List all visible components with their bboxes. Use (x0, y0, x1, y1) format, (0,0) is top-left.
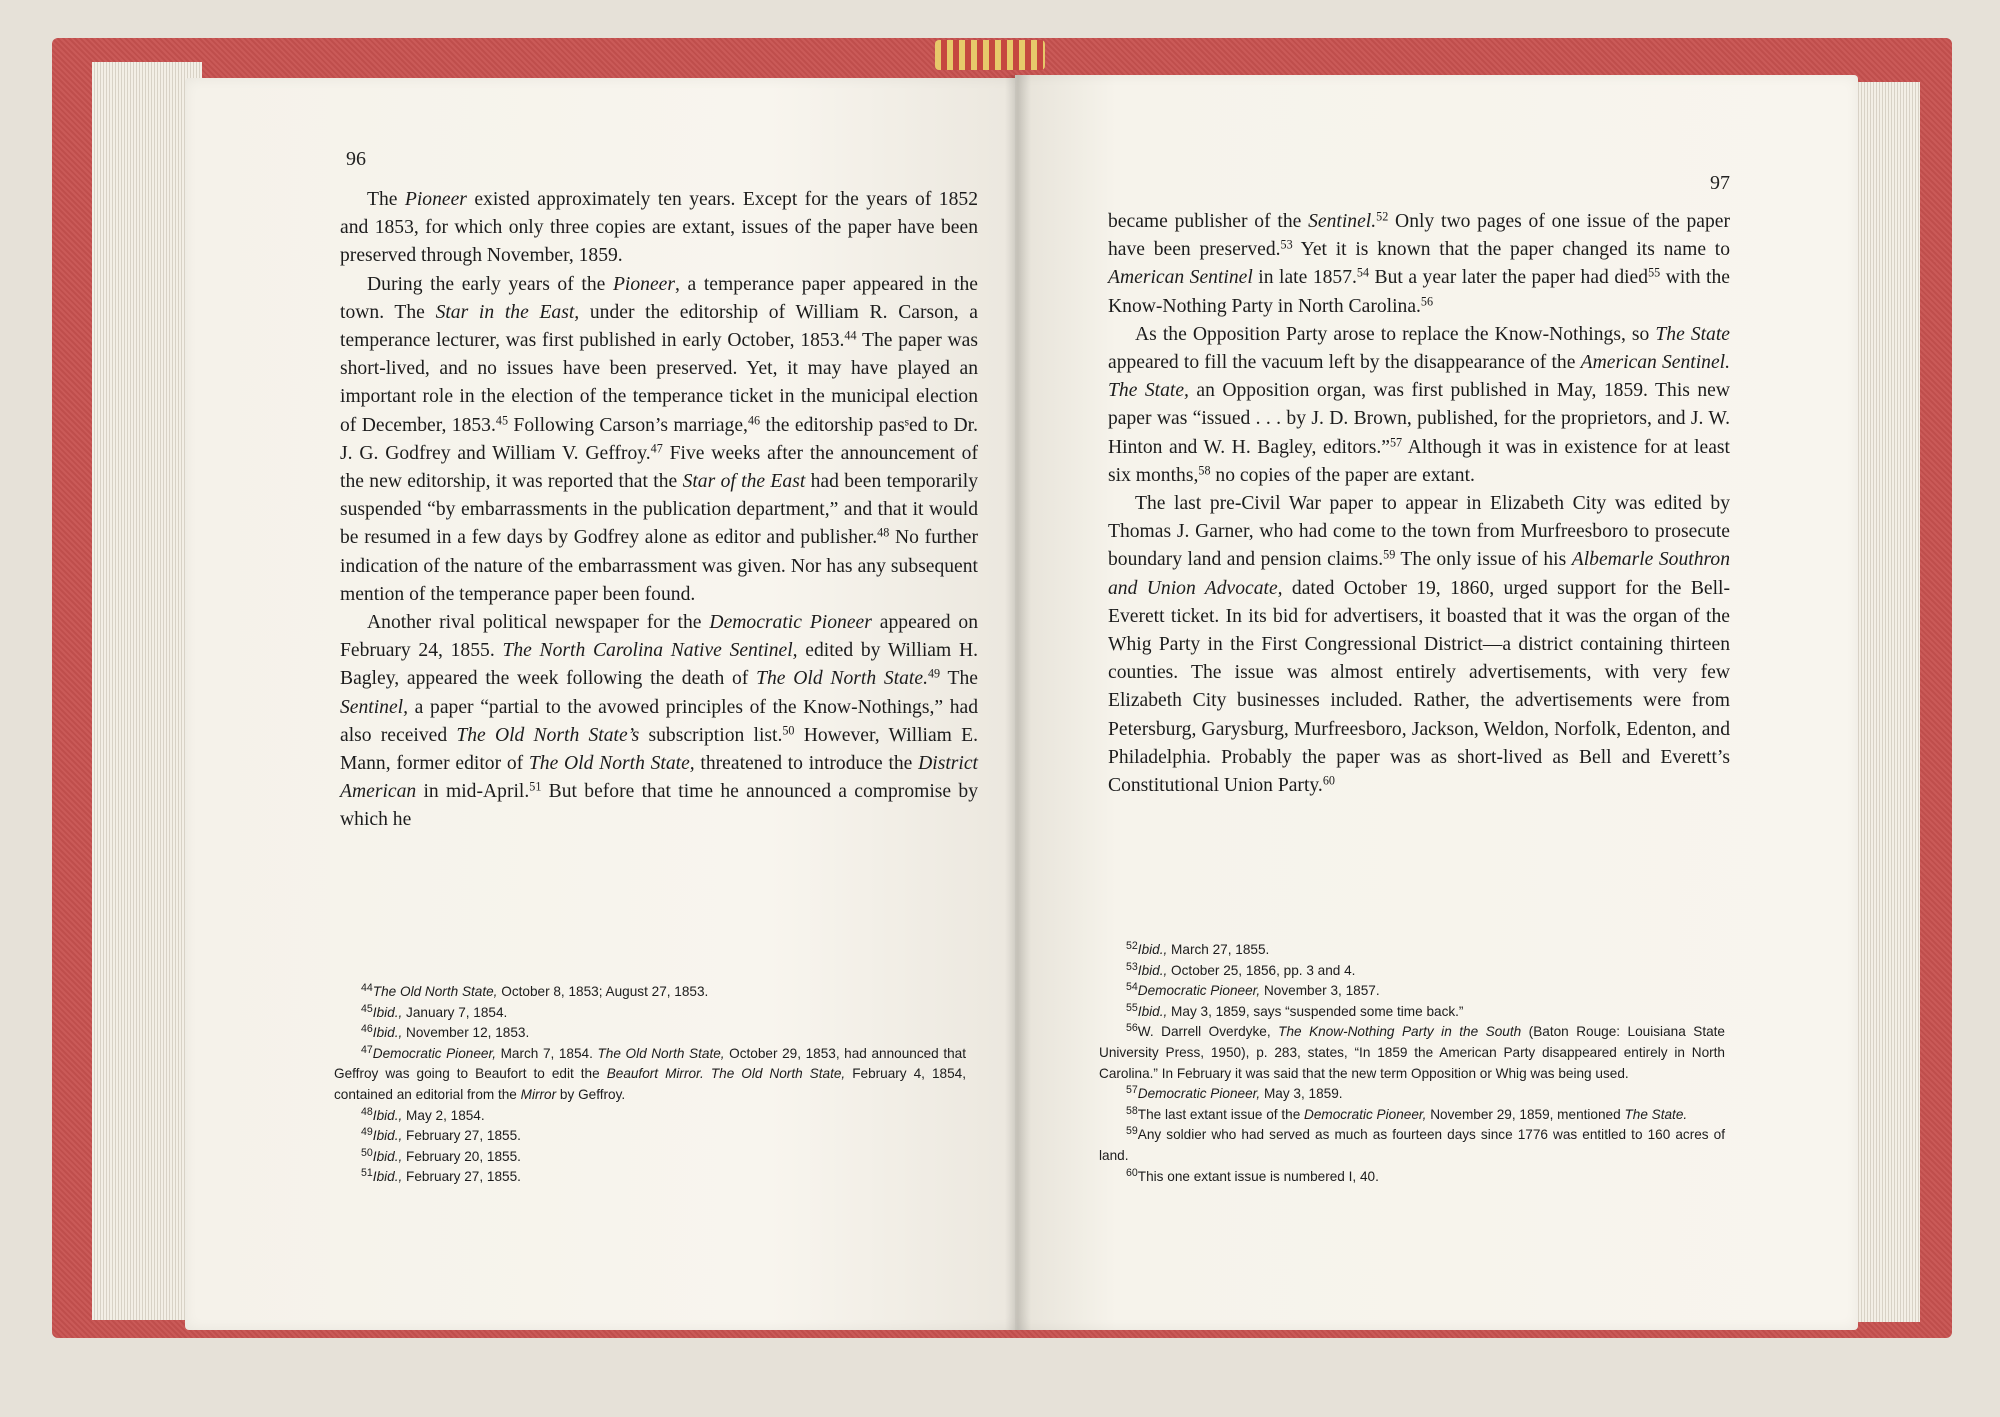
italic-title: Ibid., (372, 1025, 403, 1041)
text-run: an Opposition organ, was first published in May, 1859. This new paper was “issued . . . by J. D. Brown, published, for the proprietors, and J. W. Hinton and W. H. Bagley, editors.” (1108, 380, 1730, 458)
italic-title: Pioneer (404, 189, 467, 210)
text-run: had been temporarily suspended “by embarrassments in the publication department,” and that it would be resumed in a few days by Godfrey alone as editor and publisher. (340, 471, 978, 549)
text-run: October 25, 1856, pp. 3 and 4. (1167, 962, 1356, 978)
text-run: February 27, 1855. (402, 1128, 521, 1144)
note-reference: 44 (844, 328, 857, 343)
note-reference: 46 (361, 1023, 373, 1036)
text-run: But a year later the paper had died (1369, 267, 1649, 289)
text-run: the editorship pasˢed to Dr. J. G. Godfrey and William V. Geffroy. (340, 414, 979, 464)
footnote (334, 1044, 966, 1106)
italic-title: The Old North State, (528, 753, 695, 775)
paragraph (1108, 208, 1730, 321)
note-reference: 57 (1389, 434, 1403, 449)
text-run: However, William E. Mann, former editor of (340, 724, 978, 775)
text-run: February 20, 1855. (402, 1148, 521, 1164)
text-run: Any soldier who had served as much as fourteen days since 1776 was entitled to 160 acres of land. (1099, 1127, 1725, 1163)
left-body-text (340, 186, 978, 835)
text-run: The last extant issue of the (1137, 1106, 1305, 1122)
italic-title: Beaufort Mirror. The Old North State, (606, 1066, 846, 1082)
text-run: in late 1857. (1252, 267, 1357, 289)
italic-title: The State (1655, 323, 1730, 345)
italic-title: Albemarle Southron and Union Advocate, (1108, 549, 1730, 599)
note-reference: 60 (1126, 1166, 1138, 1179)
footnote (334, 1023, 966, 1044)
italic-title: Ibid., (372, 1169, 403, 1185)
note-reference: 45 (495, 412, 509, 427)
italic-title: Democratic Pioneer, (372, 1045, 497, 1061)
italic-title: Star of the East (682, 471, 806, 493)
note-reference: 46 (747, 412, 761, 427)
italic-title: Ibid., (372, 1128, 403, 1144)
text-run: The (367, 189, 405, 210)
italic-title: Ibid., (1137, 962, 1168, 978)
note-reference: 56 (1420, 293, 1434, 308)
note-reference: 47 (650, 441, 663, 456)
note-reference: 53 (1280, 237, 1293, 252)
italic-title: The North Carolina Native Sentinel, (502, 640, 798, 662)
italic-title: Sentinel, (340, 696, 409, 718)
footnote (1099, 940, 1725, 961)
note-reference: 55 (1648, 265, 1661, 280)
text-run: January 7, 1854. (402, 1004, 508, 1020)
note-reference: 60 (1322, 773, 1335, 788)
italic-title: District American (340, 753, 978, 803)
text-run: no copies of the paper are extant. (1210, 464, 1475, 486)
text-run: appeared to fill the vacuum left by the disappearance of the (1108, 352, 1581, 374)
footnote (334, 1126, 966, 1147)
note-reference: 53 (1126, 960, 1138, 973)
page-number-right: 97 (1710, 172, 1730, 194)
text-run: March 7, 1854. (496, 1045, 598, 1061)
text-run: threatened to introduce the (694, 753, 919, 775)
text-run: existed approximately ten years. Except for the years of 1852 and 1853, for which only three copies are extant, issues of the paper have been preserved through November, 1859. (340, 189, 978, 267)
text-run: The paper was short-lived, and no issues have been preserved. Yet, it may have played an important role in the election of the temperance ticket in the municipal election of December, 1853. (340, 330, 978, 436)
italic-title: The Old North State. (756, 668, 928, 690)
footnote (1099, 1167, 1725, 1188)
paragraph (340, 186, 978, 271)
paragraph (340, 271, 978, 609)
text-run: As the Opposition Party arose to replace the Know-Nothings, so (1135, 323, 1656, 345)
footnote (1099, 1125, 1725, 1166)
text-run: The (940, 668, 978, 690)
text-run: in mid-April. (416, 781, 530, 803)
footnote (1099, 1022, 1725, 1084)
text-run: May 3, 1859, says “suspended some time back.” (1167, 1003, 1464, 1019)
footnote (1099, 1002, 1725, 1023)
text-run: The last pre-Civil War paper to appear in Elizabeth City was edited by Thomas J. Garner, who had come to the town from Murfreesboro to prosecute boundary land and pension claims. (1108, 493, 1730, 571)
note-reference: 54 (1356, 265, 1370, 280)
footnote (1099, 1084, 1725, 1105)
italic-title: Democratic Pioneer, (1137, 983, 1261, 999)
text-run: October 8, 1853; August 27, 1853. (497, 984, 709, 999)
footnote (334, 982, 966, 1003)
note-reference: 58 (1198, 463, 1211, 478)
italic-title: American Sentinel. The State, (1108, 352, 1730, 402)
headband (935, 40, 1045, 70)
paragraph (1108, 321, 1730, 490)
text-run: a paper “partial to the avowed principles of the Know-Nothings,” had also received (340, 696, 978, 746)
note-reference: 54 (1126, 981, 1138, 994)
text-run: May 3, 1859. (1260, 1086, 1343, 1102)
note-reference: 52 (1376, 209, 1389, 224)
text-run: , a temperance paper appeared in the town. The (340, 273, 978, 323)
note-reference: 50 (782, 723, 795, 738)
italic-title: Ibid., (1137, 942, 1168, 957)
note-reference: 49 (927, 666, 941, 681)
text-run: by Geffroy. (556, 1086, 626, 1102)
note-reference: 48 (877, 525, 890, 540)
note-reference: 51 (529, 779, 542, 794)
italic-title: Democratic Pioneer (709, 612, 872, 634)
text-run: October 29, 1853, had announced that Geffroy was going to Beaufort to edit the (334, 1045, 966, 1082)
page-number-left: 96 (346, 148, 366, 170)
text-run: The only issue of his (1395, 549, 1572, 571)
note-reference: 49 (361, 1126, 373, 1139)
note-reference: 59 (1383, 547, 1396, 562)
note-reference: 48 (361, 1105, 373, 1118)
text-run: Although it was in existence for at least six months, (1108, 436, 1731, 486)
text-run: This one extant issue is numbered I, 40. (1137, 1168, 1379, 1184)
note-reference: 52 (1126, 940, 1138, 953)
italic-title: Ibid., (1137, 1003, 1168, 1019)
note-reference: 50 (361, 1146, 373, 1159)
italic-title: Ibid., (372, 1107, 403, 1123)
italic-title: American Sentinel (1108, 267, 1253, 289)
italic-title: Mirror (520, 1086, 557, 1102)
right-body-text (1108, 208, 1730, 800)
italic-title: Ibid., (372, 1148, 403, 1164)
text-run: February 4, 1854, contained an editorial from the (334, 1066, 966, 1102)
text-run: appeared on February 24, 1855. (340, 612, 979, 662)
text-run: March 27, 1855. (1167, 942, 1270, 957)
italic-title: The State. (1624, 1106, 1688, 1122)
italic-title: Pioneer (612, 273, 675, 295)
text-run: But before that time he announced a compromise by which he (340, 781, 978, 831)
text-run: Only two pages of one issue of the paper have been preserved. (1108, 211, 1730, 261)
italic-title: The Old North State, (597, 1045, 725, 1061)
text-run: dated October 19, 1860, urged support for the Bell-Everett ticket. In its bid for advertisers, it boasted that it was the organ of the Whig Party in the First Congressional District—a district containing thirteen counties. The issue was almost entirely advertisements, with very few Elizabeth City businesses included. Rather, the advertisements were from Petersburg, Garysburg, Murfreesboro, Jackson, Weldon, Norfolk, Edenton, and Philadelphia. Probably the paper was as short-lived as Bell and Everett’s Constitutional Union Party. (1108, 577, 1731, 797)
gutter-shadow (1005, 75, 1031, 1330)
text-run: February 27, 1855. (402, 1169, 521, 1185)
text-run: (Baton Rouge: Louisiana State University Press, 1950), p. 283, states, “In 1859 the American Party disappeared entirely in North Carolina.” In February it was said that the new term Opposition or Whig was being used. (1099, 1024, 1725, 1081)
right-footnotes (1099, 940, 1725, 1187)
text-run: W. Darrell Overdyke, (1137, 1024, 1279, 1040)
note-reference: 45 (361, 1002, 373, 1015)
note-reference: 55 (1126, 1002, 1138, 1015)
italic-title: Democratic Pioneer, (1137, 1086, 1261, 1102)
text-run: Five weeks after the announcement of the new editorship, it was reported that the (340, 442, 979, 493)
text-run: November 3, 1857. (1260, 983, 1380, 999)
paragraph (340, 609, 978, 835)
footnote (334, 1003, 966, 1024)
footnote (1099, 981, 1725, 1002)
italic-title: Star in the East, (435, 301, 580, 323)
italic-title: The Old North State, (372, 984, 498, 999)
italic-title: The Know-Nothing Party in the South (1278, 1024, 1522, 1040)
text-run: edited by William H. Bagley, appeared the week following the death of (340, 640, 978, 690)
note-reference: 58 (1126, 1104, 1138, 1117)
italic-title: Ibid., (372, 1004, 403, 1020)
text-run: under the editorship of William R. Carson, a temperance lecturer, was first published in early October, 1853. (340, 301, 978, 352)
text-run: became publisher of the (1108, 211, 1309, 232)
note-reference: 57 (1126, 1084, 1138, 1097)
text-run: No further indication of the nature of the embarrassment was given. Nor has any subsequent mention of the temperance paper been found. (340, 527, 978, 605)
italic-title: The Old North State’s (456, 724, 640, 746)
note-reference: 56 (1126, 1022, 1138, 1035)
note-reference: 47 (361, 1044, 373, 1057)
footnote (334, 1147, 966, 1168)
text-run: May 2, 1854. (402, 1107, 485, 1123)
footnote (1099, 961, 1725, 982)
left-footnotes (334, 982, 966, 1188)
note-reference: 59 (1126, 1125, 1138, 1138)
paragraph (1108, 490, 1730, 800)
note-reference: 44 (361, 982, 373, 995)
text-run: subscription list. (639, 724, 783, 746)
italic-title: Sentinel. (1308, 211, 1377, 232)
note-reference: 51 (361, 1167, 373, 1180)
footnote (334, 1167, 966, 1188)
italic-title: Democratic Pioneer, (1304, 1106, 1427, 1122)
text-run: Another rival political newspaper for the (367, 612, 710, 634)
text-run: November 29, 1859, mentioned (1426, 1106, 1625, 1122)
footnote (334, 1106, 966, 1127)
footnote (1099, 1105, 1725, 1126)
text-run: Following Carson’s marriage, (508, 414, 748, 436)
text-run: During the early years of the (367, 273, 613, 295)
text-run: with the Know-Nothing Party in North Carolina. (1108, 267, 1730, 317)
text-run: November 12, 1853. (402, 1025, 530, 1041)
text-run: Yet it is known that the paper changed its name to (1292, 239, 1730, 261)
